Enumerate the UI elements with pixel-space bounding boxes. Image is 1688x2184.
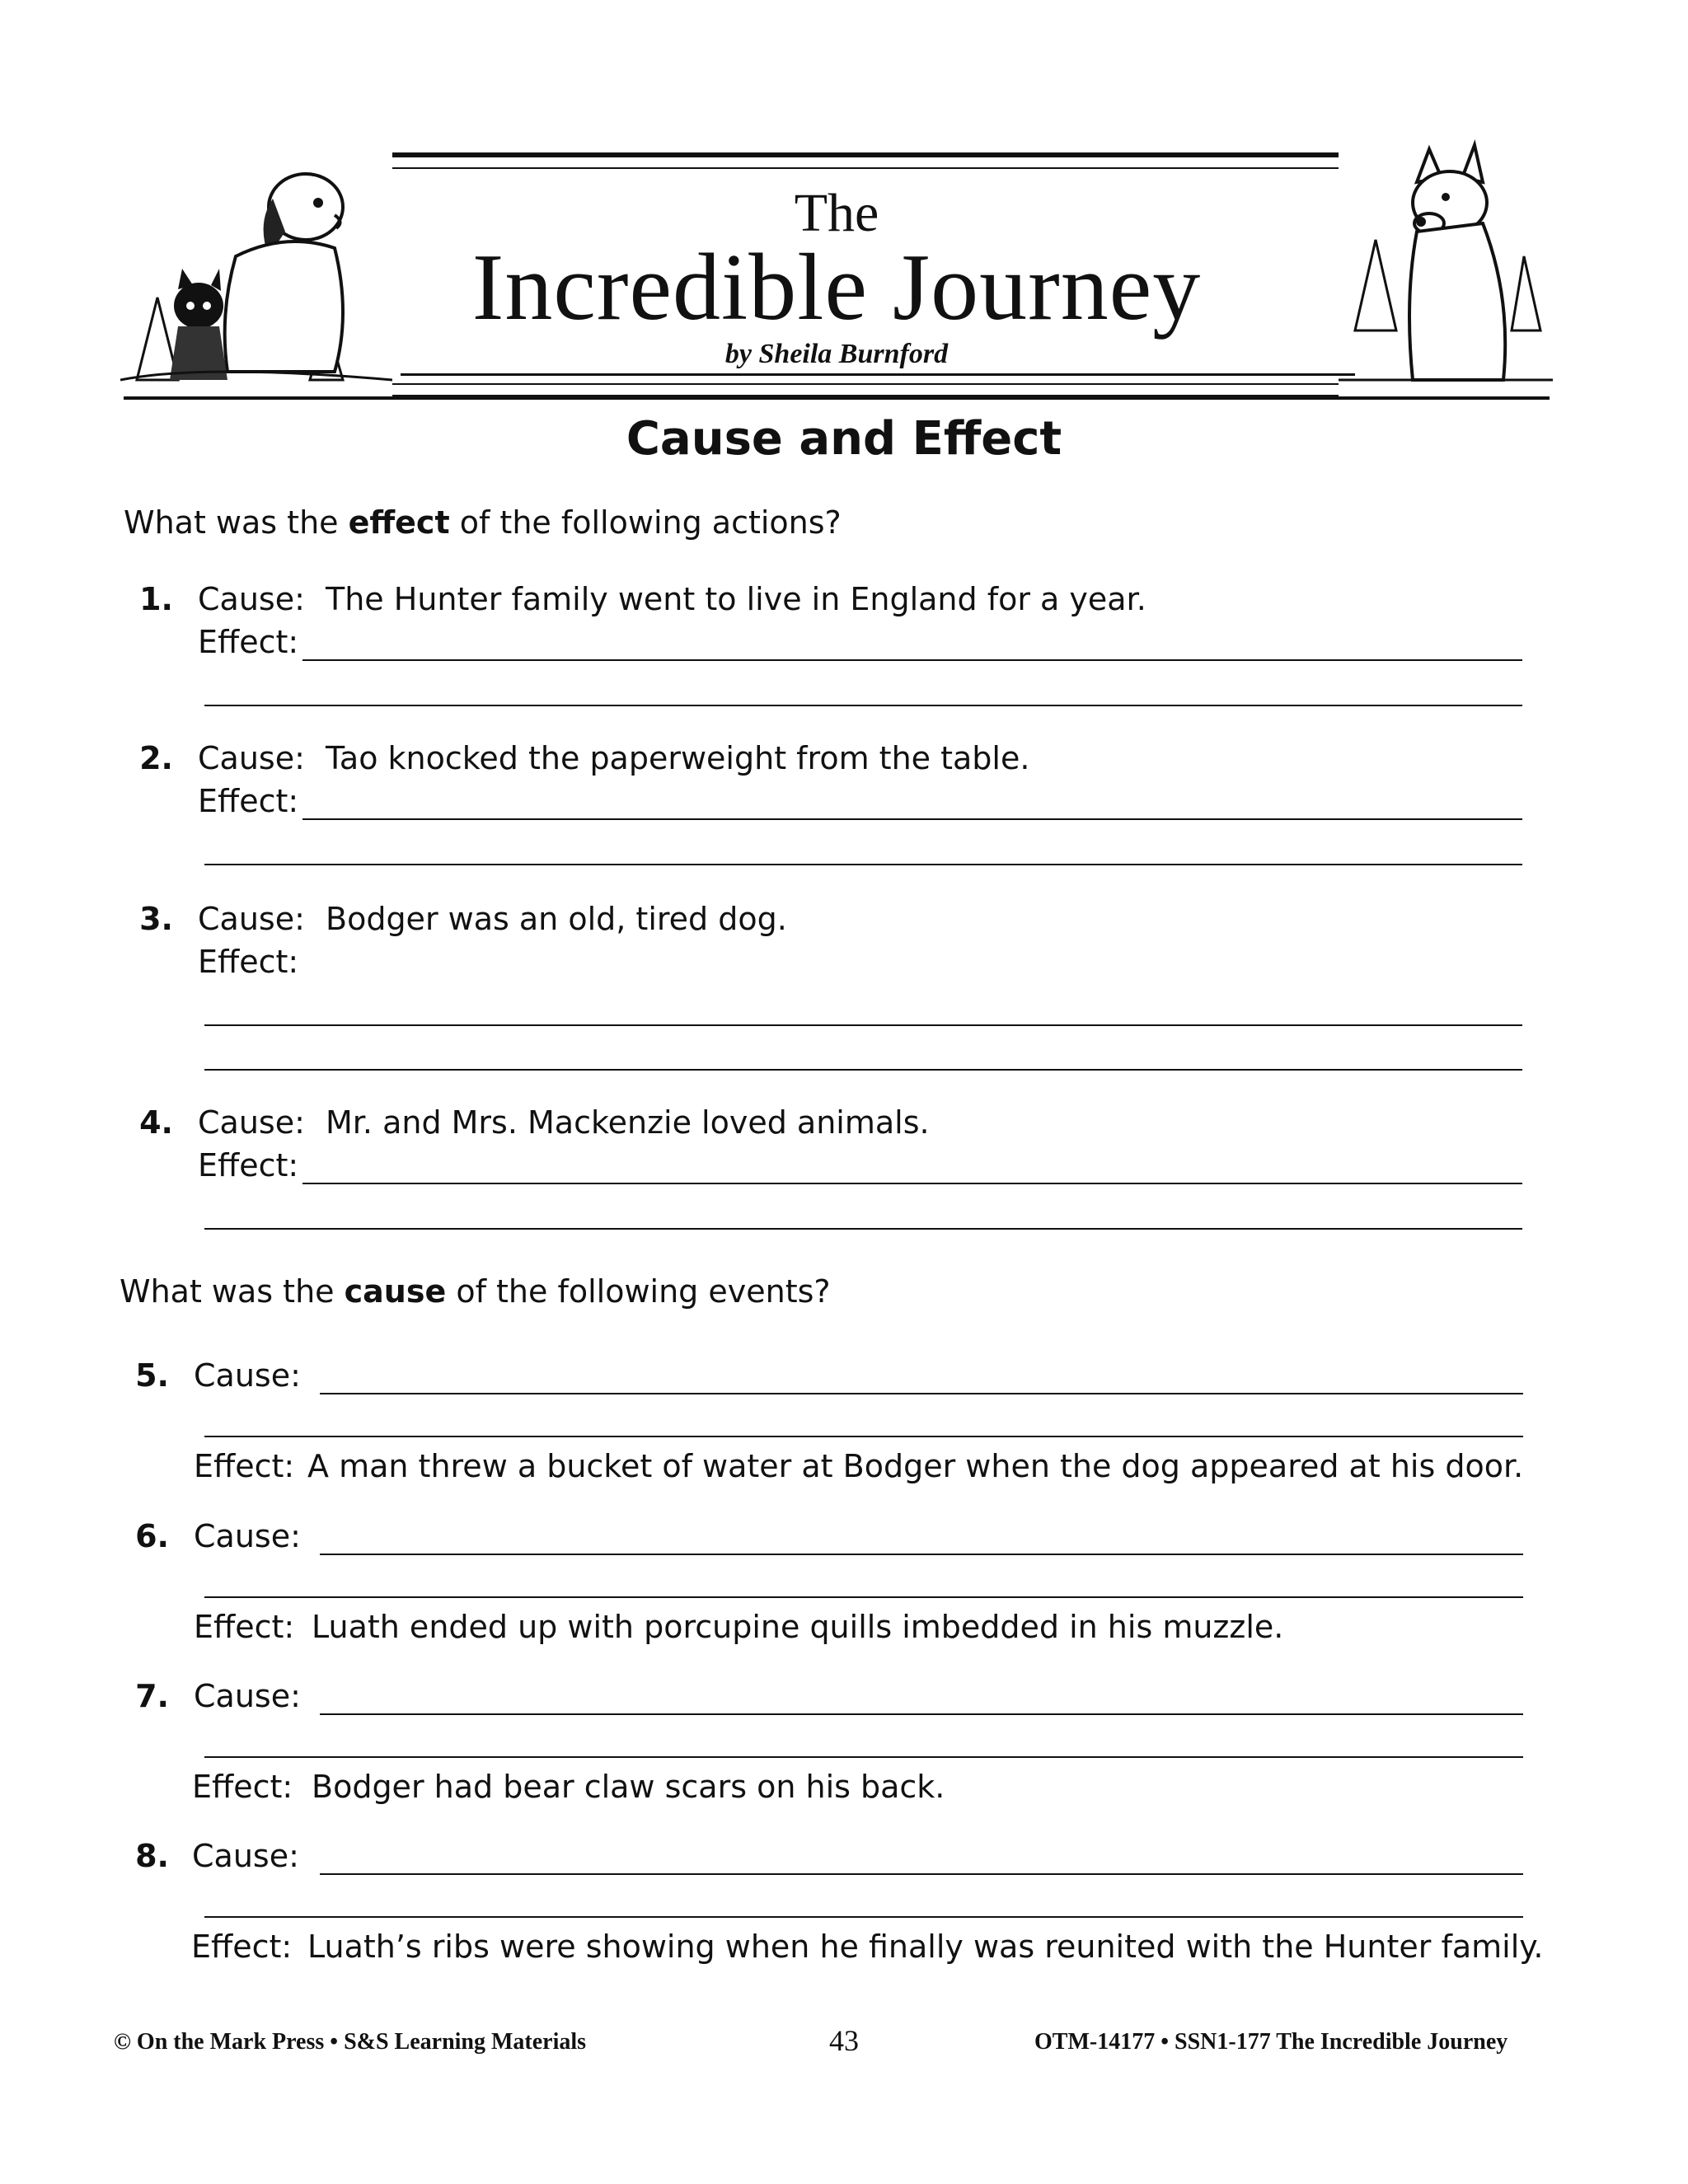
effect-label: Effect:	[198, 944, 299, 980]
effect-label: Effect:	[191, 1929, 293, 1965]
cause-text: Tao knocked the paperweight from the table.	[326, 740, 1030, 776]
cause-text: Mr. and Mrs. Mackenzie loved animals.	[326, 1104, 930, 1141]
question-number: 6.	[135, 1518, 169, 1554]
answer-line[interactable]	[320, 1713, 1523, 1715]
cause-text: Bodger was an old, tired dog.	[326, 901, 787, 937]
cause-label: Cause:	[198, 1104, 305, 1141]
effect-text: Bodger had bear claw scars on his back.	[312, 1769, 945, 1805]
banner-title: Incredible Journey	[471, 235, 1202, 340]
cause-text: The Hunter family went to live in England for a year.	[326, 581, 1146, 617]
answer-line[interactable]	[302, 818, 1522, 820]
question-number: 8.	[135, 1838, 169, 1874]
answer-line[interactable]	[320, 1554, 1523, 1555]
question-number: 7.	[135, 1678, 169, 1714]
answer-line[interactable]	[204, 1596, 1523, 1598]
banner-rule	[401, 373, 1355, 376]
question-number: 5.	[135, 1357, 169, 1394]
banner-author: by Sheila Burnford	[724, 339, 949, 369]
answer-line[interactable]	[204, 1756, 1523, 1758]
footer-title-code: OTM-14177 • SSN1-177 The Incredible Journey	[1034, 2029, 1508, 2055]
cause-label: Cause:	[194, 1678, 301, 1714]
question-number: 3.	[139, 901, 173, 937]
answer-line[interactable]	[204, 1228, 1522, 1230]
title-banner	[124, 152, 1550, 400]
question-number: 4.	[139, 1104, 173, 1141]
answer-line[interactable]	[204, 1024, 1522, 1026]
cause-label: Cause:	[192, 1838, 299, 1874]
section1-intro: What was the effect of the following actions?	[124, 504, 842, 541]
effect-label: Effect:	[198, 783, 299, 819]
footer-publisher: © On the Mark Press • S&S Learning Materials	[114, 2029, 587, 2055]
effect-label: Effect:	[198, 624, 299, 660]
effect-text: A man threw a bucket of water at Bodger when the dog appeared at his door.	[307, 1448, 1524, 1484]
cause-label: Cause:	[194, 1357, 301, 1394]
question-number: 2.	[139, 740, 173, 776]
effect-text: Luath’s ribs were showing when he finally was reunited with the Hunter family.	[307, 1929, 1544, 1965]
answer-line[interactable]	[302, 659, 1522, 661]
answer-line[interactable]	[302, 1183, 1522, 1184]
answer-line[interactable]	[204, 1436, 1523, 1437]
effect-text: Luath ended up with porcupine quills imbedded in his muzzle.	[312, 1609, 1284, 1645]
answer-line[interactable]	[204, 705, 1522, 706]
effect-label: Effect:	[194, 1448, 295, 1484]
page-heading: Cause and Effect	[626, 412, 1062, 466]
effect-label: Effect:	[194, 1609, 295, 1645]
cause-label: Cause:	[198, 740, 305, 776]
answer-line[interactable]	[204, 1069, 1522, 1071]
question-number: 1.	[139, 581, 173, 617]
page-number: 43	[829, 2024, 859, 2057]
answer-line[interactable]	[320, 1393, 1523, 1394]
answer-line[interactable]	[204, 864, 1522, 865]
banner-title-small: The	[794, 183, 879, 243]
cause-label: Cause:	[198, 581, 305, 617]
effect-label: Effect:	[198, 1147, 299, 1183]
answer-line[interactable]	[320, 1873, 1523, 1875]
section2-intro: What was the cause of the following events?	[120, 1273, 831, 1310]
effect-label: Effect:	[192, 1769, 293, 1805]
answer-line[interactable]	[204, 1916, 1523, 1918]
cause-label: Cause:	[198, 901, 305, 937]
cause-label: Cause:	[194, 1518, 301, 1554]
